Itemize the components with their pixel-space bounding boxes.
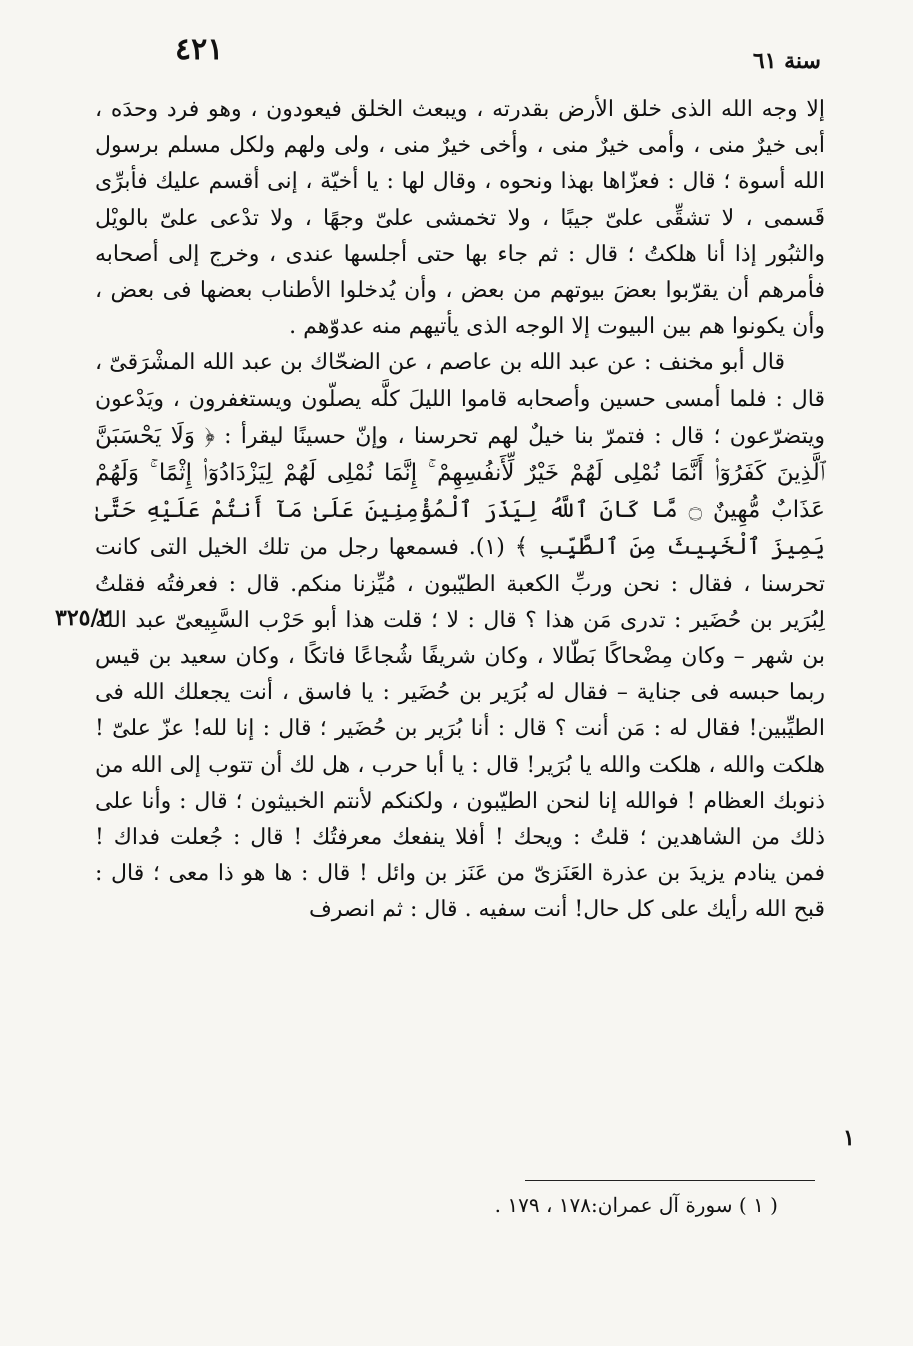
paragraph-2-rest: . فسمعها رجل من تلك الخيل التى كانت تحرسنا ، فقال : نحن وربِّ الكعبة الطيّبون ، مُيِّزنا منكم. قال : فعرفتُه فقلتُ لِبُرَير بن حُضَير : تدرى مَن هذا ؟ قال : لا ؛ قلت هذا أبو حَرْب السَّبِيعىّ عبد الله بن شهر – وكان مِضْحاكًا بَطّالا ، وكان شريفًا شُجاعًا فاتكًا ، وكان سعيد بن قيس ربما حبسه فى جناية – فقال له بُرَير بن حُضَير : يا فاسق ، أنت يجعلك الله فى الطيِّبين! فقال له : مَن أنت ؟ قال : أنا بُرَير بن حُضَير ؛ قال : إنا لله! عزّ علىّ ! هلكت والله ، هلكت والله يا بُرَير! قال : يا أبا حرب ، هل لك أن تتوب إلى الله من ذنوبك العظام ! فوالله إنا لنحن الطيّبون ، ولكنكم لأنتم الخبيثون ؛ قال : وأنا على ذلك من الشاهدين ؛ قلتُ : ويحك ! أفلا ينفعك معرفتُك ! قال : جُعلت فداك ! فمن ينادم يزيدَ بن عذرة العَنَزىّ من عَنَز بن وائل ! قال : ها هو ذا معى ؛ قال : قبح الله رأيك على كل حال! أنت سفيه . قال : ثم انصرف <box>95 535 825 923</box>
footnote: ( ١ ) سورة آل عمران:١٧٨ ، ١٧٩ . <box>494 1193 778 1217</box>
footnote-divider <box>525 1180 815 1181</box>
paragraph-2-intro: قال أبو مخنف : عن عبد الله بن عاصم ، عن الضحّاك بن عبد الله المشْرَقىّ ، قال : فلما أمسى حسين وأصحابه قاموا الليلَ كلَّه يصلّون ويستغفرون ، ويَدْعون ويتضرّعون ؛ قال : فتمرّ بنا خيلٌ لهم تحرسنا ، وإنّ حسينًا ليقرأ : <box>95 350 825 449</box>
page-number: ٤٢١ <box>175 32 224 67</box>
quran-verse: ﴿ وَلَا يَحْسَبَنَّ ٱلَّذِينَ كَفَرُوٓا۟ أَنَّمَا نُمْلِى لَهُمْ خَيْرٌ لِّأَنفُسِهِمْ ۚ إِنَّمَا نُمْلِى لَهُمْ لِيَزْدَادُوٓا۟ إِثْمًا ۚ وَلَهُمْ عَذَابٌ مُّهِينٌ ۝ مَّا كَانَ ٱللَّهُ لِيَذَرَ ٱلْمُؤْمِنِينَ عَلَىٰ مَآ أَنتُمْ عَلَيْهِ حَتَّىٰ يَمِيزَ ٱلْخَبِيثَ مِنَ ٱلطَّيِّبِ ﴾ <box>95 422 825 561</box>
main-text <box>95 92 825 929</box>
margin-page-reference: ٣٢٥/٢ <box>55 605 111 631</box>
running-head: سنة ٦١ <box>752 48 821 74</box>
margin-line-mark: ١ <box>843 1125 855 1151</box>
paragraph-2 <box>95 345 825 928</box>
paragraph-1: إلا وجه الله الذى خلق الأرض بقدرته ، ويبعث الخلق فيعودون ، وهو فرد وحدَه ، أبى خيرٌ منى ، وأمى خيرٌ منى ، وأخى خيرٌ منى ، ولى ولهم ولكل مسلم برسول الله أسوة ؛ قال : فعزّاها بهذا ونحوه ، وقال لها : يا أخيّة ، إنى أقسم عليك فأبرِّى قَسمى ، لا تشقِّى علىّ جيبًا ، ولا تخمشى علىّ وجهًا ، ولا تدْعى علىّ بالويْل والثبُور إذا أنا هلكتُ ؛ قال : ثم جاء بها حتى أجلسها عندى ، وخرج إلى أصحابه فأمرهم أن يقرّبوا بعضَ بيوتهم من بعض ، وأن يُدخلوا الأطناب بعضها فى بعض ، وأن يكونوا هم بين البيوت إلا الوجه الذى يأتيهم منه عدوّهم . <box>95 97 825 340</box>
footnote-reference: (١) <box>475 535 505 561</box>
